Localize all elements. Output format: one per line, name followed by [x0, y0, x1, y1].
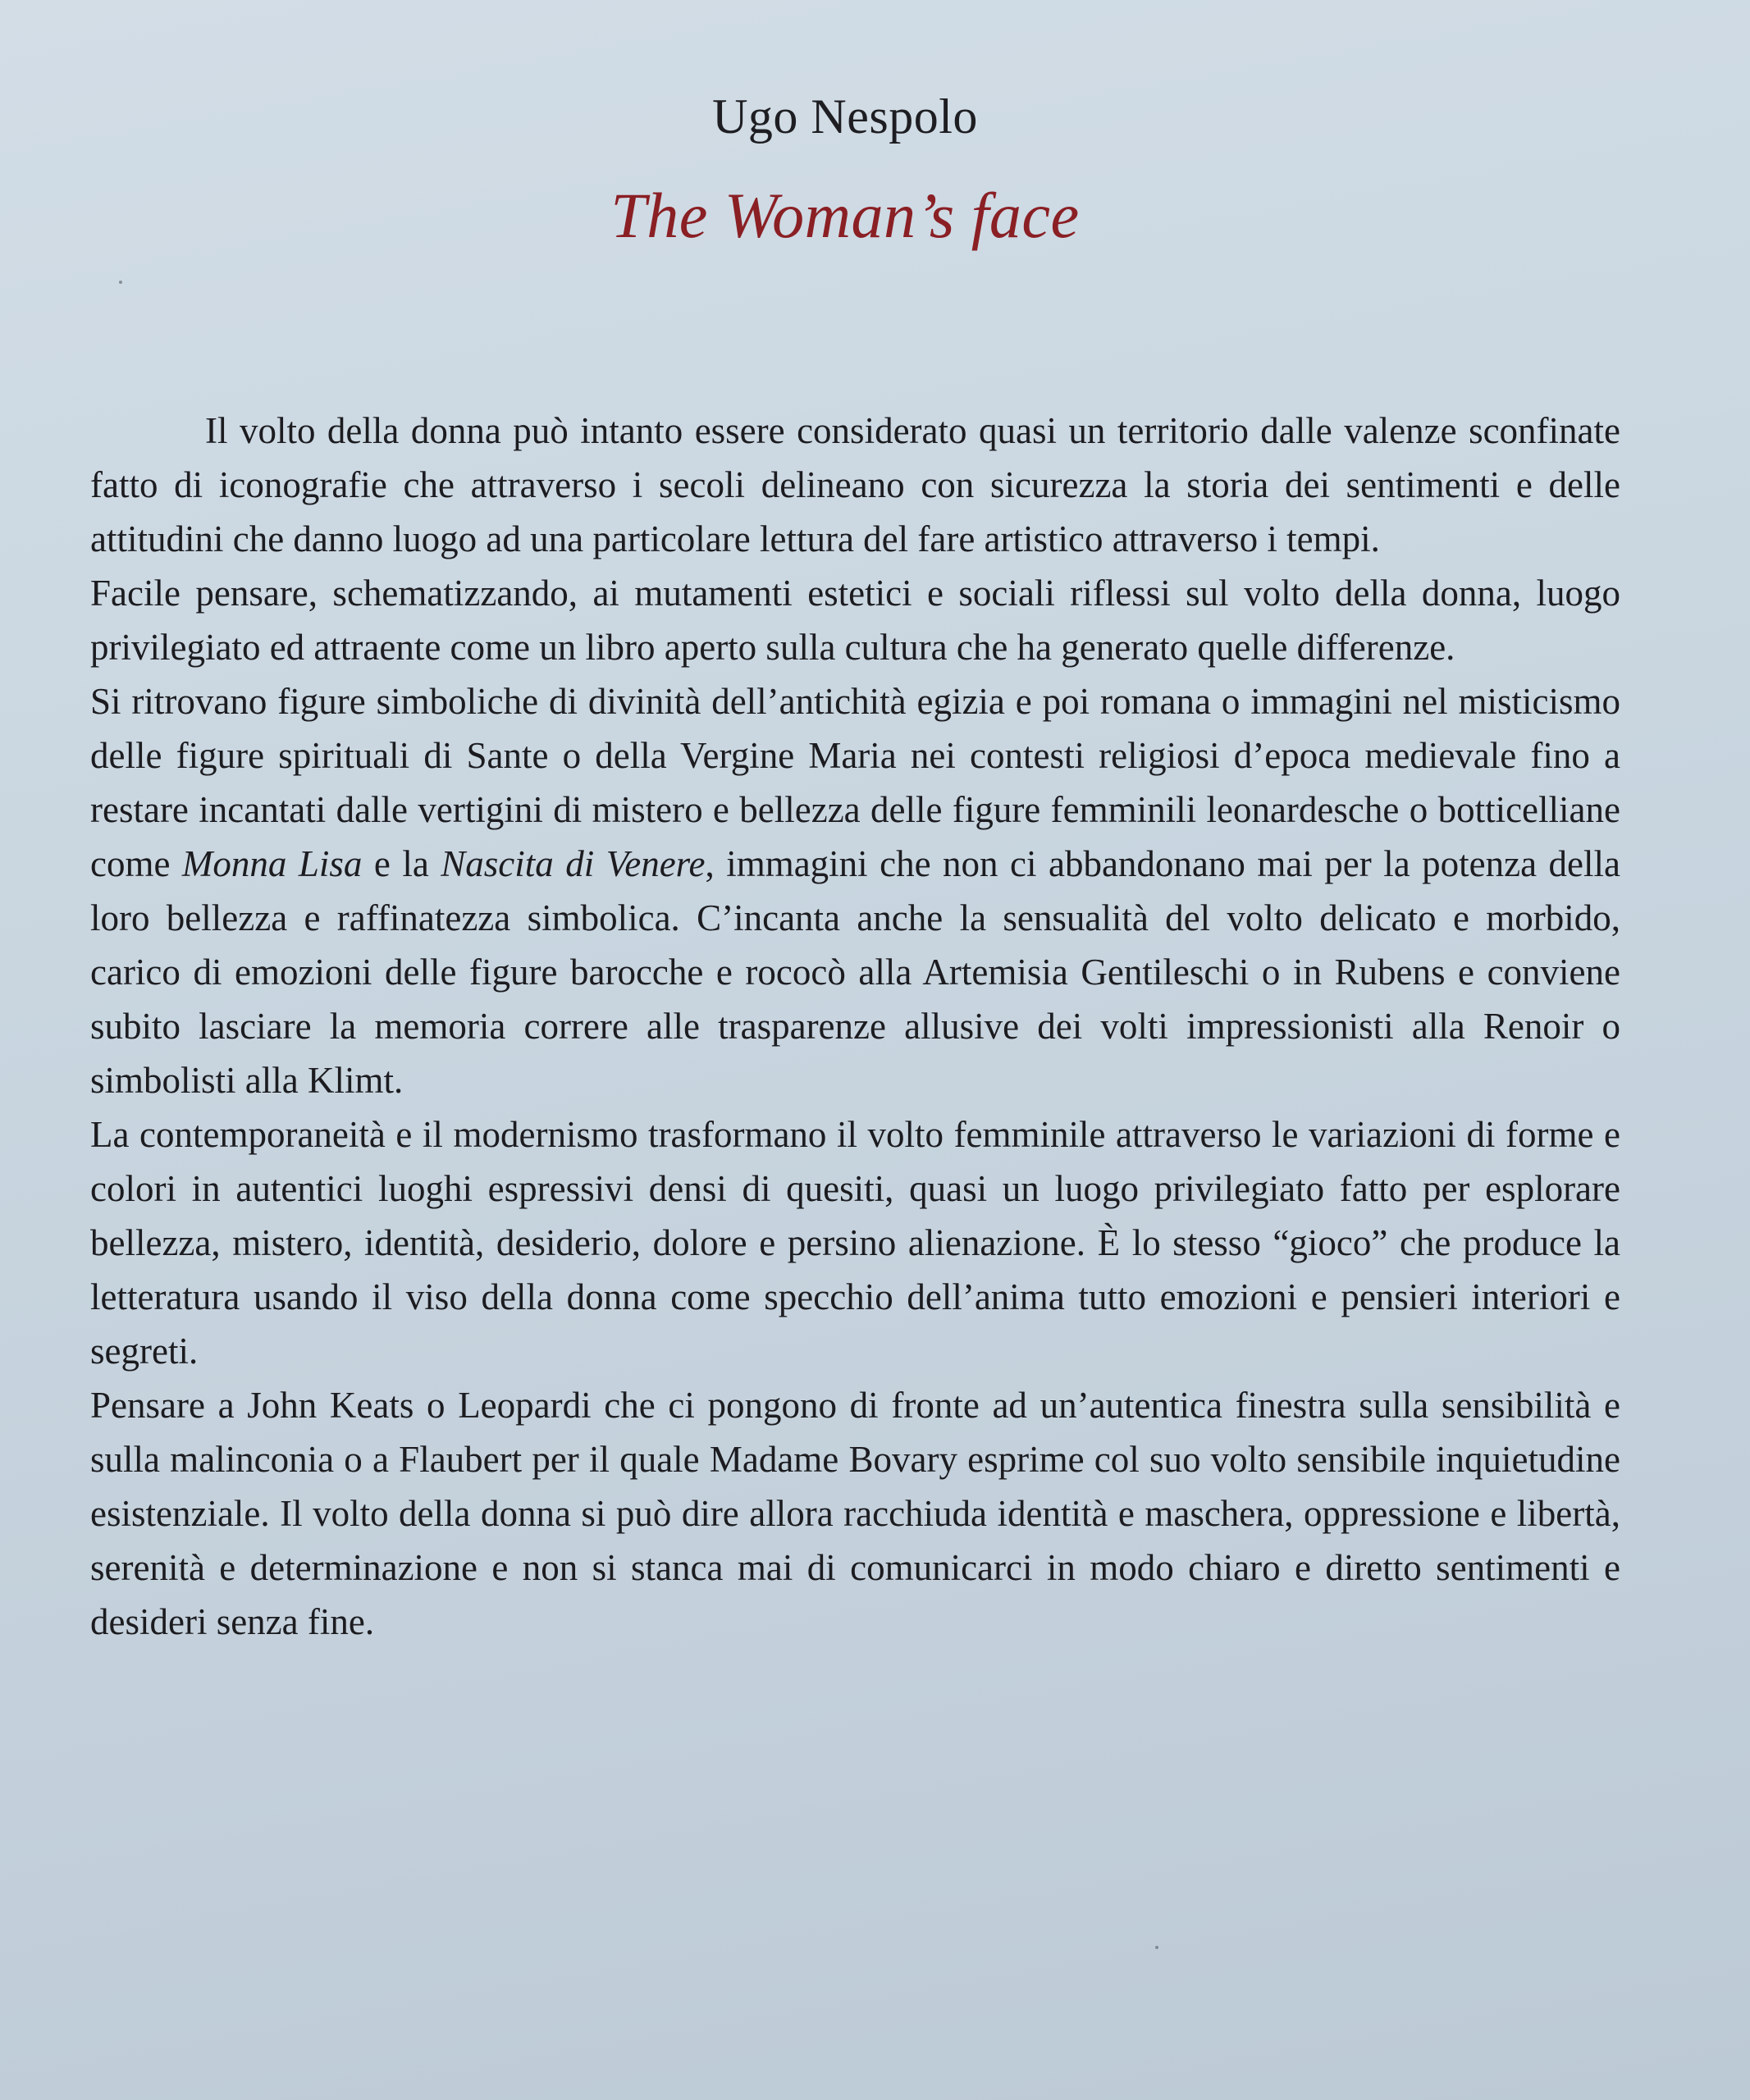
artwork-title-nascita-di-venere: Nascita di Venere — [441, 843, 706, 884]
paragraph-3-part-a: Si ritrovano figure simboliche di divinità dell’antichità egizia e poi romana o immagini nel misticismo delle figure spirituali di Sante o della Vergine Maria nei contesti religiosi d’epoca medievale fino a restare incantati dalle vertigini di mistero e bellezza delle figure femminili leonardesche o botticelliane come — [90, 681, 1620, 884]
paper-speck — [1155, 1946, 1158, 1949]
paragraph-2: Facile pensare, schematizzando, ai mutamenti estetici e sociali riflessi sul volto della donna, luogo privilegiato ed attraente come un libro aperto sulla cultura che ha generato quelle differenze. — [90, 573, 1620, 668]
paper-speck — [119, 281, 122, 284]
paragraph-5: Pensare a John Keats o Leopardi che ci pongono di fronte ad un’autentica finestra sulla sensibilità e sulla malinconia o a Flaubert per il quale Madame Bovary esprime col suo volto sensibile inquietudine esistenziale. Il volto della donna si può dire allora racchiuda identità e maschera, oppressione e libertà, serenità e determinazione e non si stanca mai di comunicarci in modo chiaro e diretto sentimenti e desideri senza fine. — [90, 1385, 1620, 1642]
document-title: The Woman’s face — [610, 180, 1080, 251]
paragraph-4: La contemporaneità e il modernismo trasformano il volto femminile attraverso le variazioni di forme e colori in autentici luoghi espressivi densi di quesiti, quasi un luogo privilegiato fatto per esplorare bellezza, mistero, identità, desiderio, dolore e persino alienazione. È lo stesso “gioco” che produce la letteratura usando il viso della donna come specchio dell’anima tutto emozioni e pensieri interiori e segreti. — [90, 1114, 1620, 1372]
author-name: Ugo Nespolo — [712, 89, 978, 144]
paragraph-1: Il volto della donna può intanto essere considerato quasi un territorio dalle valenze sconfinate fatto di iconografie che attraverso i secoli delineano con sicurezza la storia dei sentimenti e delle attitudini che danno luogo ad una particolare lettura del fare artistico attraverso i tempi. — [90, 410, 1620, 559]
artwork-title-monna-lisa: Monna Lisa — [181, 843, 363, 884]
body-text — [90, 404, 1620, 1649]
paragraph-3-part-b: e la — [362, 843, 441, 884]
paragraph-3-part-c: , immagini che non ci abbandonano mai per la potenza della loro bellezza e raffinatezza simbolica. C’incanta anche la sensualità del volto delicato e morbido, carico di emozioni delle figure barocche e rococò alla Artemisia Gentileschi o in Rubens e conviene subito lasciare la memoria correre alle trasparenze allusive dei volti impressionisti alla Renoir o simbolisti alla Klimt. — [90, 843, 1620, 1101]
paragraph-3 — [90, 674, 1620, 1107]
